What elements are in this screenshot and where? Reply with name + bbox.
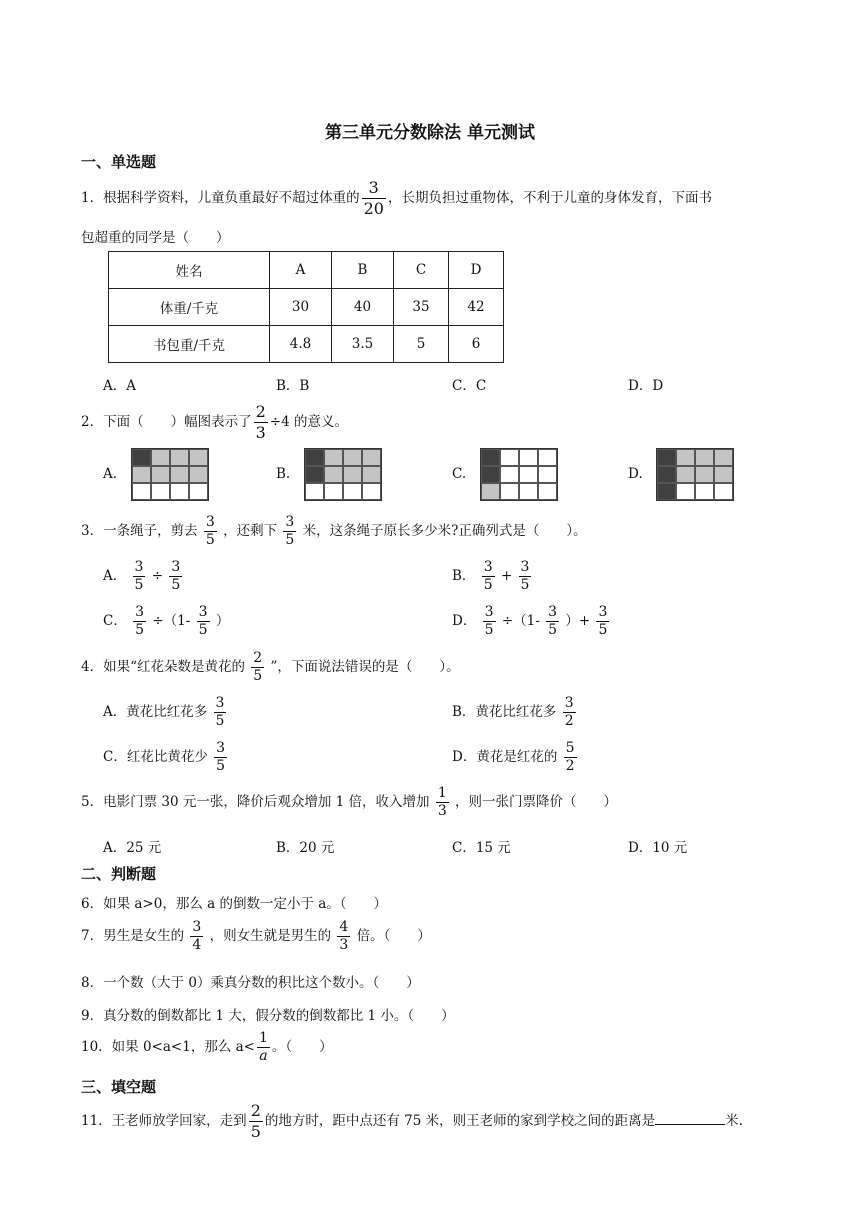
question-10-text-cont: 。（ ） — [271, 1039, 333, 1055]
grid-cell-empty — [538, 466, 557, 483]
question-3 — [81, 514, 587, 549]
section-heading-fill-blank: 三、填空题 — [81, 1078, 157, 1096]
question-10 — [81, 1030, 333, 1065]
option-a[interactable]: A．A — [103, 378, 136, 394]
operator: ÷（1- — [501, 613, 540, 629]
option-b[interactable]: B．20 元 — [276, 840, 335, 856]
fraction: $\frac{2}{5}$ — [253, 650, 263, 684]
grid-cell-empty — [676, 483, 695, 500]
grid-cell-shaded — [714, 449, 733, 466]
grid-cell-dark — [481, 449, 500, 466]
operator: ） — [215, 613, 230, 629]
grid-cell-shaded — [324, 449, 343, 466]
grid-cell-empty — [362, 483, 381, 500]
grid-cell-empty — [151, 483, 170, 500]
grid-cell-dark — [305, 466, 324, 483]
fraction: $\frac{4}{3}$ — [339, 919, 349, 953]
operator: ÷ — [151, 568, 164, 584]
question-7-text-cont: 倍。（ ） — [356, 928, 431, 944]
grid-cell-shaded — [189, 466, 208, 483]
grid-cell-shaded — [362, 466, 381, 483]
fraction: $\frac{2}{3}$ — [255, 402, 266, 442]
grid-cell-empty — [519, 483, 538, 500]
fraction: $\frac{5}{2}$ — [565, 740, 575, 774]
question-5-text: 5．电影门票 30 元一张，降价后观众增加 1 倍，收入增加 — [81, 794, 430, 810]
fraction: $\frac{1}{3}$ — [437, 785, 447, 819]
grid-cell-empty — [132, 483, 151, 500]
fraction: $\frac{3}{5}$ — [520, 559, 530, 593]
option-text: D．黄花是红花的 — [452, 749, 558, 765]
grid-cell-shaded — [343, 466, 362, 483]
fraction: $\frac{3}{5}$ — [205, 514, 215, 548]
table-cell: 书包重/千克 — [109, 326, 270, 363]
question-1-line2: 包超重的同学是（ ） — [81, 230, 230, 246]
question-11-text-end: 米. — [725, 1113, 743, 1129]
grid-cell-shaded — [324, 466, 343, 483]
question-2-text-cont: ÷4 的意义。 — [269, 414, 348, 430]
option-c[interactable] — [103, 604, 229, 639]
table-header: A — [270, 252, 332, 289]
option-d[interactable]: D．10 元 — [628, 840, 688, 856]
option-a[interactable] — [103, 695, 228, 730]
question-9: 9．真分数的倒数都比 1 大，假分数的倒数都比 1 小。（ ） — [81, 1008, 455, 1024]
table-cell: 3.5 — [332, 326, 394, 363]
question-2 — [81, 402, 348, 443]
fraction-grid-figure — [480, 448, 558, 501]
grid-cell-shaded — [151, 466, 170, 483]
question-3-text-cont: 米，这条绳子原长多少米?正确列式是（ ）。 — [302, 523, 587, 539]
question-10-text: 10．如果 0<a<1，那么 a< — [81, 1039, 255, 1055]
grid-cell-shaded — [362, 449, 381, 466]
grid-cell-empty — [519, 466, 538, 483]
grid-cell-empty — [170, 483, 189, 500]
question-7-text-mid: ，则女生就是男生的 — [209, 928, 332, 944]
table-row — [109, 289, 504, 326]
option-label: A． — [103, 568, 127, 584]
option-label: D. — [628, 466, 643, 482]
option-text: C．红花比黄花少 — [103, 749, 208, 765]
question-11 — [81, 1101, 743, 1142]
fraction: $\frac{3}{2}$ — [564, 695, 574, 729]
fraction: $\frac{3}{5}$ — [285, 514, 295, 548]
fraction: $\frac{3}{5}$ — [548, 604, 558, 638]
option-label: B. — [276, 466, 291, 482]
fraction: $\frac{3}{5}$ — [198, 604, 208, 638]
option-a[interactable]: A．25 元 — [103, 840, 162, 856]
fraction: $\frac{3}{5}$ — [483, 559, 493, 593]
option-label: C. — [452, 466, 467, 482]
table-cell: 30 — [270, 289, 332, 326]
option-b[interactable]: B．B — [276, 378, 310, 394]
grid-cell-empty — [714, 483, 733, 500]
question-5-text-cont: ，则一张门票降价（ ） — [455, 794, 618, 810]
question-7 — [81, 919, 431, 954]
grid-cell-shaded — [676, 449, 695, 466]
option-a[interactable] — [103, 448, 209, 501]
fraction: $\frac{3}{5}$ — [134, 559, 144, 593]
option-b[interactable] — [276, 448, 382, 501]
page-title: 第三单元分数除法 单元测试 — [325, 123, 535, 143]
fraction: $\frac{3}{5}$ — [216, 740, 226, 774]
question-11-text: 11．王老师放学回家，走到 — [81, 1113, 247, 1129]
table-cell: 40 — [332, 289, 394, 326]
option-text: A．黄花比红花多 — [103, 704, 208, 720]
option-label: B． — [452, 568, 476, 584]
grid-cell-dark — [657, 449, 676, 466]
grid-cell-empty — [500, 466, 519, 483]
grid-cell-shaded — [170, 449, 189, 466]
grid-cell-shaded — [714, 466, 733, 483]
table-cell: 35 — [394, 289, 449, 326]
grid-cell-empty — [324, 483, 343, 500]
grid-cell-empty — [305, 483, 324, 500]
option-label: A. — [103, 466, 118, 482]
option-c[interactable] — [452, 448, 558, 501]
question-11-text-cont: 的地方时，距中点还有 75 米，则王老师的家到学校之间的距离是 — [264, 1113, 656, 1129]
grid-cell-dark — [481, 466, 500, 483]
question-4-text: 4．如果“红花朵数是黄花的 — [81, 659, 245, 675]
operator: ）+ — [565, 613, 591, 629]
fraction-grid-figure — [656, 448, 734, 501]
grid-cell-shaded — [151, 449, 170, 466]
table-cell: 6 — [449, 326, 504, 363]
grid-cell-empty — [519, 449, 538, 466]
operator: + — [500, 568, 513, 584]
grid-cell-dark — [657, 483, 676, 500]
option-b[interactable] — [452, 559, 533, 594]
grid-cell-shaded — [676, 466, 695, 483]
grid-cell-empty — [695, 483, 714, 500]
operator: ÷（1- — [152, 613, 191, 629]
answer-blank[interactable] — [655, 1112, 725, 1125]
option-label: C． — [103, 613, 127, 629]
table-header: 姓名 — [109, 252, 270, 289]
question-6: 6．如果 a>0，那么 a 的倒数一定小于 a。（ ） — [81, 896, 388, 912]
table-cell: 5 — [394, 326, 449, 363]
question-4 — [81, 650, 460, 685]
option-c[interactable] — [103, 740, 229, 775]
option-a[interactable] — [103, 559, 184, 594]
fraction: $\frac{3}{5}$ — [171, 559, 181, 593]
fraction: $\frac{3}{5}$ — [135, 604, 145, 638]
option-d[interactable] — [452, 604, 611, 639]
fraction: $\frac{3}{4}$ — [192, 919, 202, 953]
option-d[interactable]: D．D — [628, 378, 664, 394]
option-d[interactable] — [628, 448, 734, 501]
option-c[interactable]: C．15 元 — [452, 840, 511, 856]
grid-cell-dark — [132, 449, 151, 466]
data-table — [108, 251, 504, 363]
question-1-text-cont: ，长期负担过重物体，不利于儿童的身体发育，下面书 — [387, 190, 712, 206]
fraction: $\frac{3}{5}$ — [215, 695, 225, 729]
grid-cell-dark — [657, 466, 676, 483]
section-heading-single-choice: 一、单选题 — [81, 153, 157, 171]
grid-cell-empty — [500, 449, 519, 466]
grid-cell-empty — [189, 483, 208, 500]
option-b[interactable] — [452, 695, 578, 730]
grid-cell-empty — [343, 483, 362, 500]
question-3-text: 3．一条绳子，剪去 — [81, 523, 198, 539]
option-label: D． — [452, 613, 477, 629]
fraction: $\frac{3}{20}$ — [363, 178, 384, 218]
question-2-text: 2．下面（ ）幅图表示了 — [81, 414, 252, 430]
grid-cell-shaded — [170, 466, 189, 483]
question-8: 8．一个数（大于 0）乘真分数的积比这个数小。（ ） — [81, 975, 420, 991]
grid-cell-shaded — [132, 466, 151, 483]
question-1-text: 1．根据科学资料，儿童负重最好不超过体重的 — [81, 190, 360, 206]
table-header: C — [394, 252, 449, 289]
option-c[interactable]: C．C — [452, 378, 487, 394]
option-d[interactable] — [452, 740, 579, 775]
fraction: $\frac{2}{5}$ — [250, 1101, 261, 1141]
question-4-text-cont: ”，下面说法错误的是（ ）。 — [270, 659, 460, 675]
question-5 — [81, 785, 617, 820]
grid-cell-shaded — [695, 449, 714, 466]
grid-cell-empty — [538, 449, 557, 466]
fraction-grid-figure — [304, 448, 382, 501]
question-3-text-mid: ，还剩下 — [223, 523, 278, 539]
table-header-row — [109, 252, 504, 289]
fraction: $\frac{3}{5}$ — [598, 604, 608, 638]
grid-cell-empty — [538, 483, 557, 500]
grid-cell-shaded — [695, 466, 714, 483]
grid-cell-shaded — [189, 449, 208, 466]
grid-cell-shaded — [343, 449, 362, 466]
section-heading-true-false: 二、判断题 — [81, 865, 157, 883]
fraction: $\frac{3}{5}$ — [484, 604, 494, 638]
table-cell: 42 — [449, 289, 504, 326]
fraction: $\frac{1}{a}$ — [258, 1030, 268, 1064]
table-row — [109, 326, 504, 363]
question-1 — [81, 178, 712, 219]
question-7-text: 7．男生是女生的 — [81, 928, 185, 944]
option-text: B．黄花比红花多 — [452, 704, 557, 720]
fraction-grid-figure — [131, 448, 209, 501]
grid-cell-empty — [500, 483, 519, 500]
table-header: B — [332, 252, 394, 289]
grid-cell-dark — [305, 449, 324, 466]
table-header: D — [449, 252, 504, 289]
table-cell: 4.8 — [270, 326, 332, 363]
grid-cell-shaded — [481, 483, 500, 500]
table-cell: 体重/千克 — [109, 289, 270, 326]
